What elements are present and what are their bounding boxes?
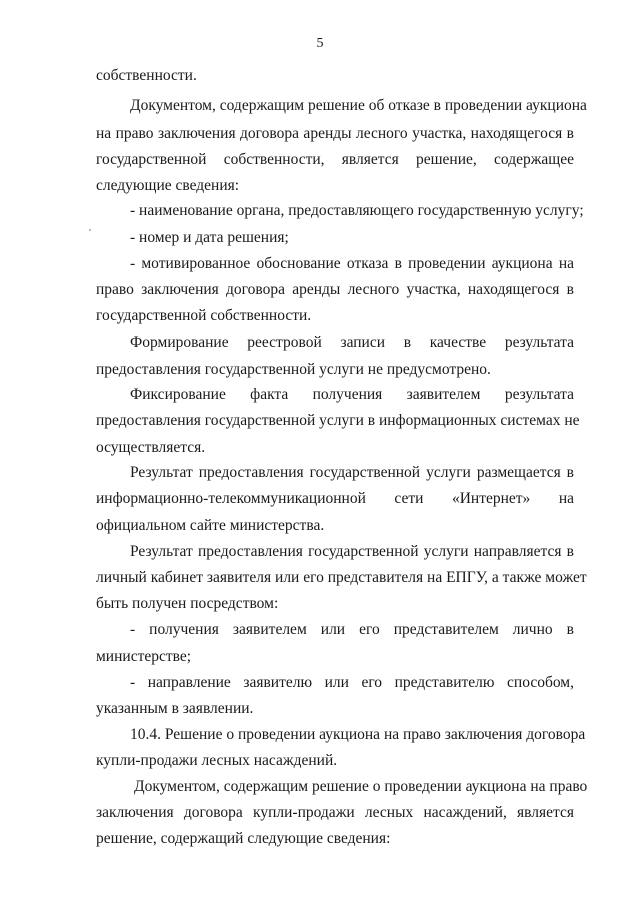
section-heading: купли-продажи лесных насаждений. [96, 752, 338, 769]
text-line: Результат предоставления государственной услуги направляется в [130, 543, 574, 560]
text-line: собственности. [96, 67, 197, 84]
text-line: решение, содержащий следующие сведения: [96, 830, 391, 847]
text-line: быть получен посредством: [96, 595, 279, 612]
section-heading: 10.4. Решение о проведении аукциона на право заключения договора [130, 726, 586, 743]
list-item: - мотивированное обоснование отказа в проведении аукциона на [130, 255, 574, 272]
text-line: на право заключения договора аренды лесного участка, находящегося в [96, 125, 574, 142]
list-item: - направление заявителю или его представителю способом, [130, 674, 574, 691]
text-line: Формирование реестровой записи в качестве результата [130, 334, 574, 351]
list-item: - номер и дата решения; [130, 229, 289, 246]
text-line: заключения договора купли-продажи лесных насаждений, является [96, 804, 574, 821]
text-line: Документом, содержащим решение об отказе в проведении аукциона [130, 97, 587, 114]
scan-mark [89, 229, 91, 231]
text-line: государственной собственности, является решение, содержащее [96, 151, 574, 168]
text-line: право заключения договора аренды лесного участка, находящегося в [96, 281, 574, 298]
text-line: Фиксирование факта получения заявителем результата [130, 386, 574, 403]
text-line: личный кабинет заявителя или его представителя на ЕПГУ, а также может [96, 569, 587, 586]
text-line: следующие сведения: [96, 177, 240, 194]
list-item: - получения заявителем или его представителем лично в [130, 621, 574, 638]
list-item: - наименование органа, предоставляющего государственную услугу; [130, 202, 584, 219]
text-line: Документом, содержащим решение о проведении аукциона на право [134, 778, 588, 795]
page-number: 5 [316, 36, 324, 51]
text-line: государственной собственности. [96, 307, 312, 324]
text-line: предоставления государственной услуги не предусмотрено. [96, 361, 491, 378]
text-line: министерстве; [96, 648, 192, 665]
text-line: официальном сайте министерства. [96, 517, 325, 534]
text-line: Результат предоставления государственной услуги размещается в [130, 464, 574, 481]
text-line: осуществляется. [96, 439, 206, 456]
text-line: указанным в заявлении. [96, 700, 254, 717]
text-line: предоставления государственной услуги в информационных системах не [96, 412, 580, 429]
text-line: информационно-телекоммуникационной сети «Интернет» на [96, 490, 574, 507]
